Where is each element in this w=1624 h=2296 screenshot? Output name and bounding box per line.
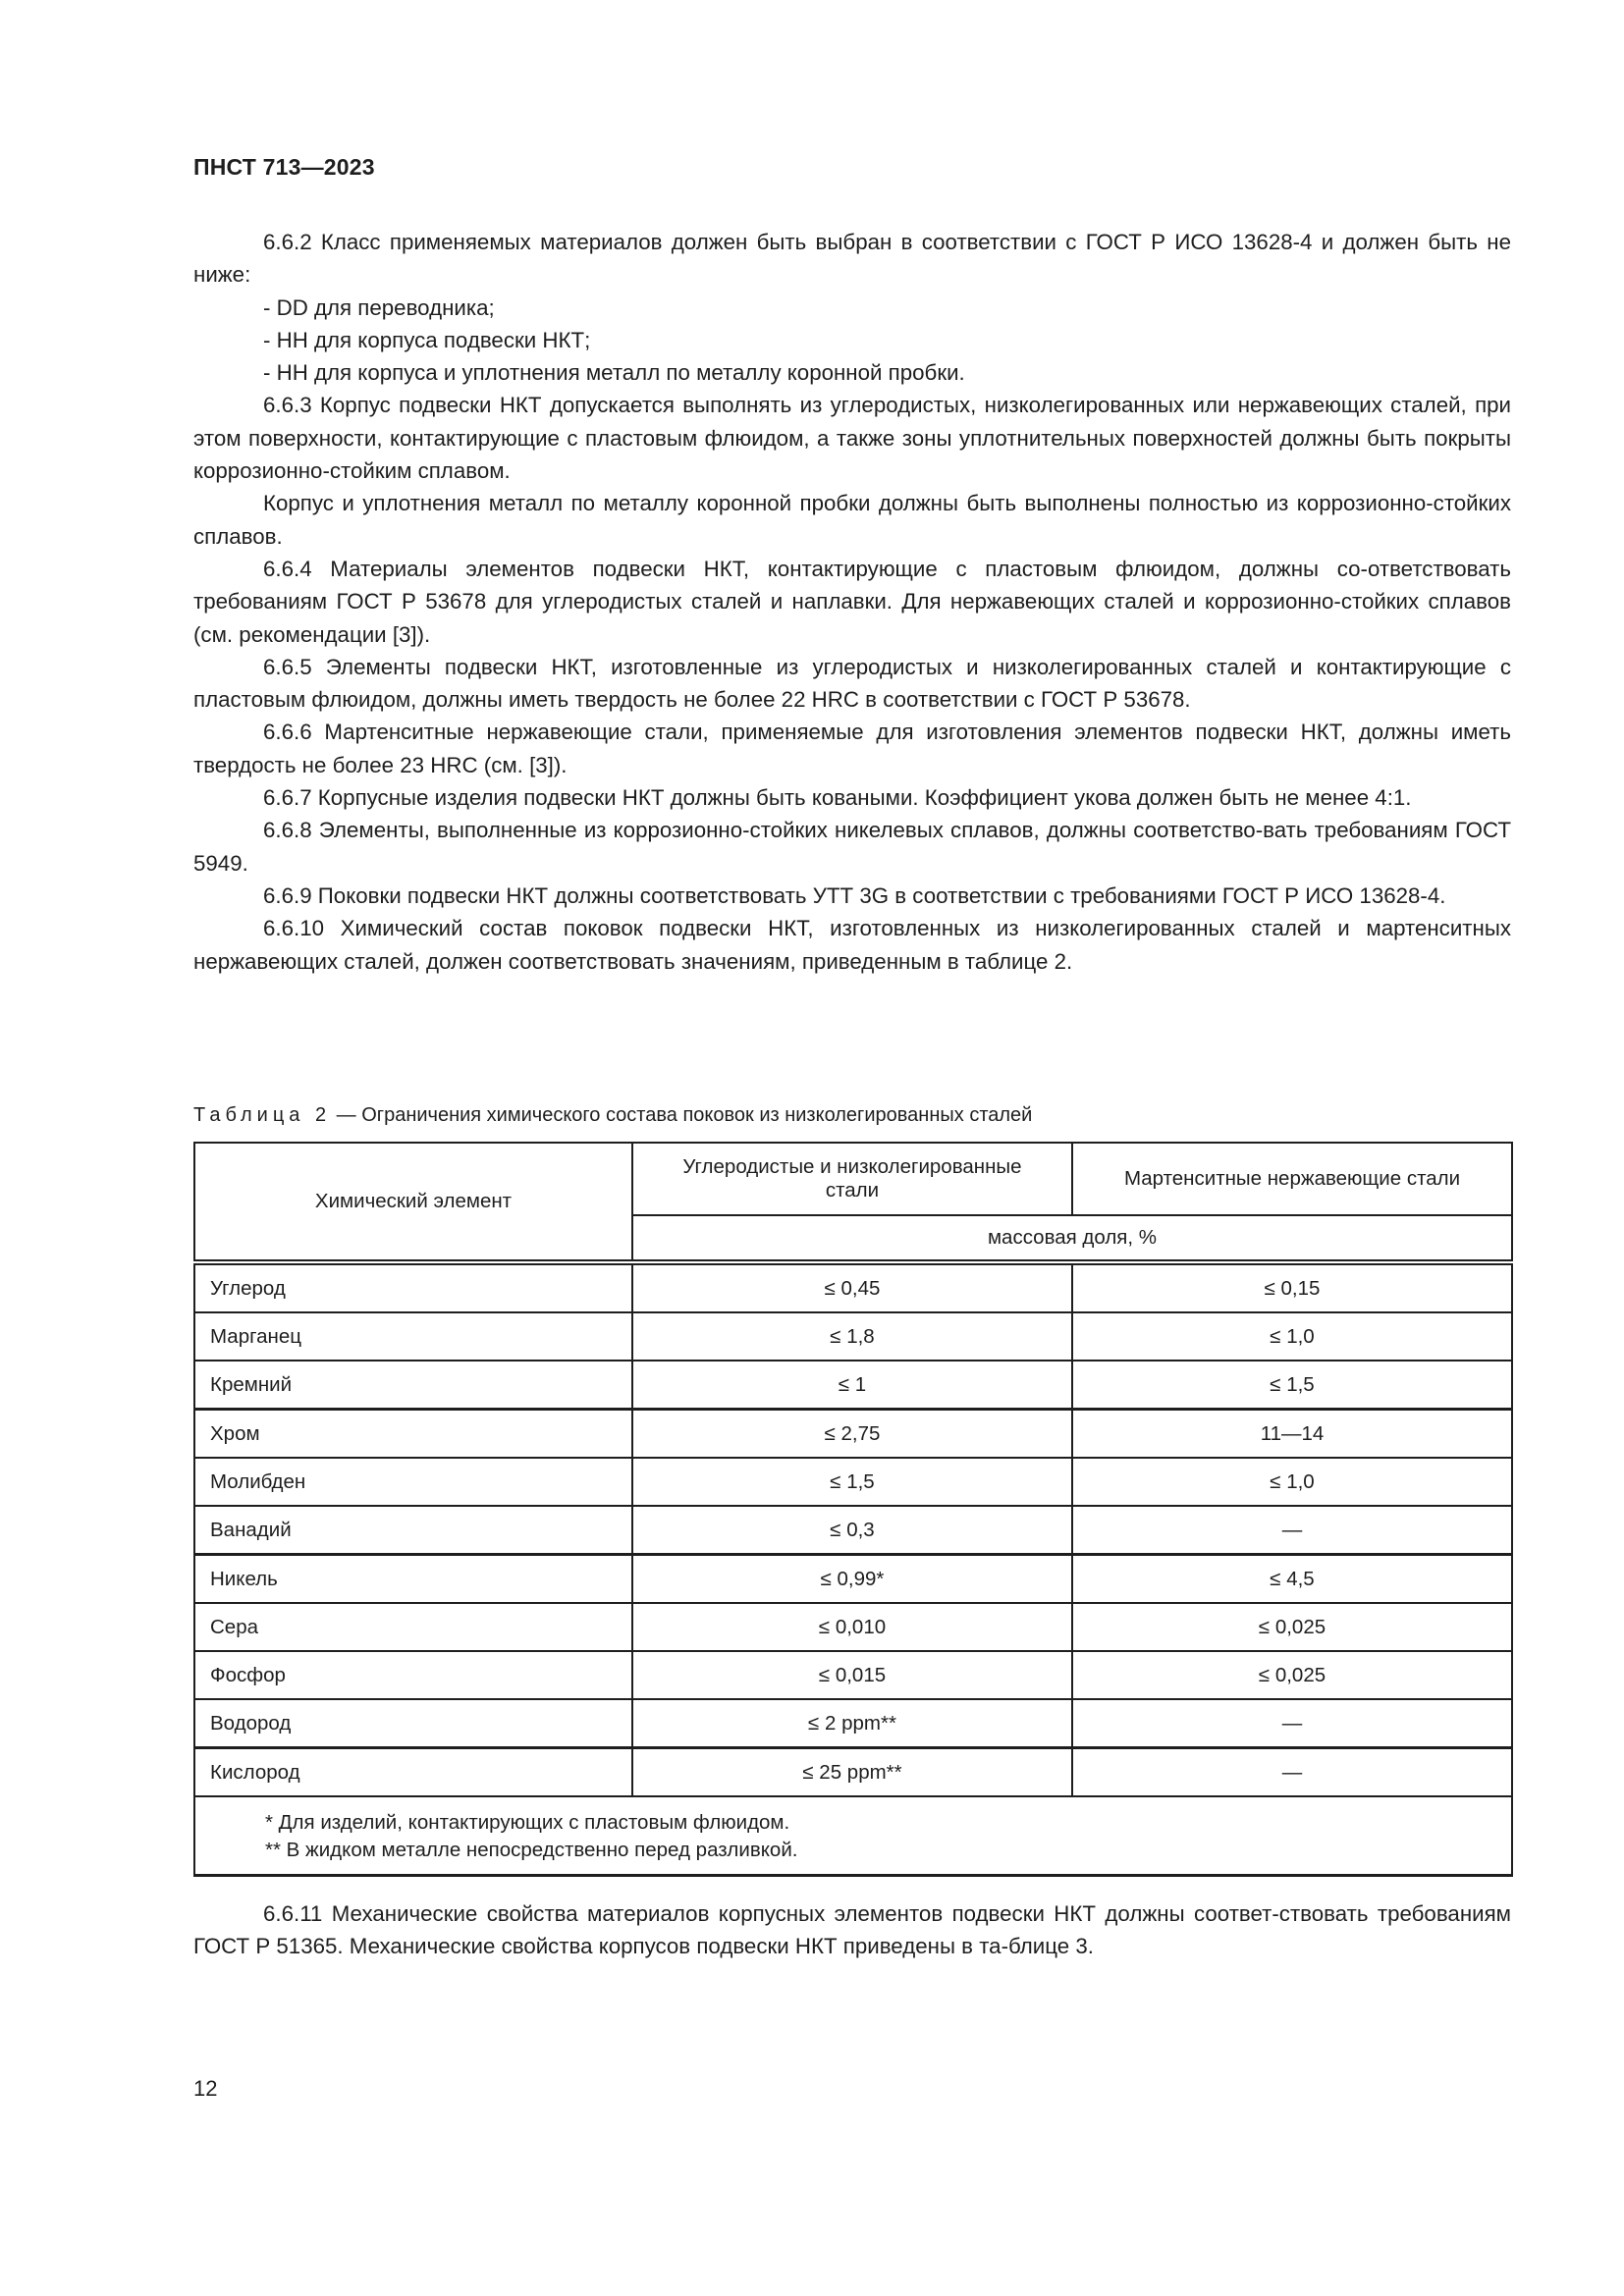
martensitic-value: ≤ 1,5 [1072,1361,1512,1410]
carbon-steel-value: ≤ 0,015 [632,1651,1072,1699]
table-caption-label: Таблица 2 [193,1104,332,1126]
paragraph-6-6-2: 6.6.2 Класс применяемых материалов должен быть выбран в соответствии с ГОСТ Р ИСО 13628-4 и должен быть не ниже: [193,230,1511,288]
header-mass-fraction: массовая доля, % [632,1215,1512,1262]
carbon-steel-value: ≤ 1 [632,1361,1072,1410]
carbon-steel-value: ≤ 0,45 [632,1262,1072,1312]
element-name: Кислород [194,1748,632,1797]
body-text [193,226,1511,978]
element-name: Хром [194,1410,632,1459]
header-martensitic: Мартенситные нержавеющие стали [1072,1143,1512,1215]
table-row [194,1699,1512,1748]
paragraph-crown-plug: Корпус и уплотнения металл по металлу коронной пробки должны быть выполнены полностью из коррозионно-стойких сплавов. [193,491,1511,549]
element-name: Фосфор [194,1651,632,1699]
table-row [194,1555,1512,1604]
element-name: Ванадий [194,1506,632,1555]
martensitic-value: ≤ 0,15 [1072,1262,1512,1312]
paragraph-6-6-11: 6.6.11 Механические свойства материалов корпусных элементов подвески НКТ должны соответ-ствовать требованиям ГОСТ Р 51365. Механические свойства корпусов подвески НКТ приведены в та-блице 3. [193,1901,1511,1959]
table-row [194,1458,1512,1506]
table-caption-text: — Ограничения химического состава поковок из низколегированных сталей [331,1104,1033,1126]
martensitic-value: — [1072,1748,1512,1797]
paragraph-6-6-10: 6.6.10 Химический состав поковок подвески НКТ, изготовленных из низколегированных сталей и мартенситных нержавеющих сталей, должен соответствовать значениям, приведенным в таблице 2. [193,916,1511,974]
paragraph-6-6-8: 6.6.8 Элементы, выполненные из коррозионно-стойких никелевых сплавов, должны соответство-вать требованиям ГОСТ 5949. [193,818,1511,876]
martensitic-value: — [1072,1506,1512,1555]
table-row [194,1262,1512,1312]
page-number: 12 [193,2076,218,2101]
element-name: Углерод [194,1262,632,1312]
table-row [194,1410,1512,1459]
document-code-header: ПНСТ 713—2023 [193,154,375,180]
table-caption [193,1102,1032,1128]
martensitic-value: ≤ 0,025 [1072,1603,1512,1651]
martensitic-value: ≤ 0,025 [1072,1651,1512,1699]
table-footnotes-row [194,1796,1512,1876]
carbon-steel-value: ≤ 0,010 [632,1603,1072,1651]
paragraph-6-6-9: 6.6.9 Поковки подвески НКТ должны соответствовать УТТ 3G в соответствии с требованиями ГОСТ Р ИСО 13628-4. [263,882,1446,908]
carbon-steel-value: ≤ 0,99* [632,1555,1072,1604]
paragraph-6-6-5: 6.6.5 Элементы подвески НКТ, изготовленные из углеродистых и низколегированных сталей и контактирующие с пластовым флюидом, должны иметь твердость не более 22 HRC в соответствии с ГОСТ Р 53678. [193,654,1511,713]
paragraph-6-6-6: 6.6.6 Мартенситные нержавеющие стали, применяемые для изготовления элементов подвески НКТ, должны иметь твердость не более 23 HRC (см. [3]). [193,720,1511,777]
chemical-composition-table [193,1142,1513,1877]
carbon-steel-value: ≤ 0,3 [632,1506,1072,1555]
martensitic-value: — [1072,1699,1512,1748]
list-item-hh-hanger: - НН для корпуса подвески НКТ; [263,327,591,352]
martensitic-value: ≤ 1,0 [1072,1312,1512,1361]
element-name: Кремний [194,1361,632,1410]
element-name: Водород [194,1699,632,1748]
table-row [194,1312,1512,1361]
table-row [194,1603,1512,1651]
carbon-steel-value: ≤ 25 ppm** [632,1748,1072,1797]
table-row [194,1506,1512,1555]
carbon-steel-value: ≤ 1,5 [632,1458,1072,1506]
carbon-steel-value: ≤ 2 ppm** [632,1699,1072,1748]
element-name: Марганец [194,1312,632,1361]
header-carbon-low-alloy: Углеродистые и низколегированные стали [632,1143,1072,1215]
after-table-text [193,1897,1511,1963]
table-row [194,1361,1512,1410]
martensitic-value: 11—14 [1072,1410,1512,1459]
footnote-1: * Для изделий, контактирующих с пластовым флюидом. [265,1811,790,1834]
carbon-steel-value: ≤ 2,75 [632,1410,1072,1459]
carbon-steel-value: ≤ 1,8 [632,1312,1072,1361]
element-name: Молибден [194,1458,632,1506]
table-row [194,1651,1512,1699]
list-item-dd: - DD для переводника; [263,294,495,320]
martensitic-value: ≤ 4,5 [1072,1555,1512,1604]
element-name: Никель [194,1555,632,1604]
footnote-2: ** В жидком металле непосредственно перед разливкой. [265,1839,798,1861]
header-chemical-element: Химический элемент [194,1143,632,1262]
list-item-hh-crown-plug: - НН для корпуса и уплотнения металл по металлу коронной пробки. [263,360,965,386]
martensitic-value: ≤ 1,0 [1072,1458,1512,1506]
element-name: Сера [194,1603,632,1651]
paragraph-6-6-4: 6.6.4 Материалы элементов подвески НКТ, контактирующие с пластовым флюидом, должны со-ответствовать требованиям ГОСТ Р 53678 для углеродистых сталей и наплавки. Для нержавеющих сталей и коррозионно-стойких сплавов (см. рекомендации [3]). [193,556,1511,647]
paragraph-6-6-7: 6.6.7 Корпусные изделия подвески НКТ должны быть коваными. Коэффициент укова должен быть не менее 4:1. [263,785,1412,811]
table-footnotes [194,1796,1512,1876]
paragraph-6-6-3: 6.6.3 Корпус подвески НКТ допускается выполнять из углеродистых, низколегированных или нержавеющих сталей, при этом поверхности, контактирующие с пластовым флюидом, а также зоны уплотнительных поверхностей должны быть покрыты коррозионно-стойким сплавом. [193,393,1511,484]
table-row [194,1748,1512,1797]
